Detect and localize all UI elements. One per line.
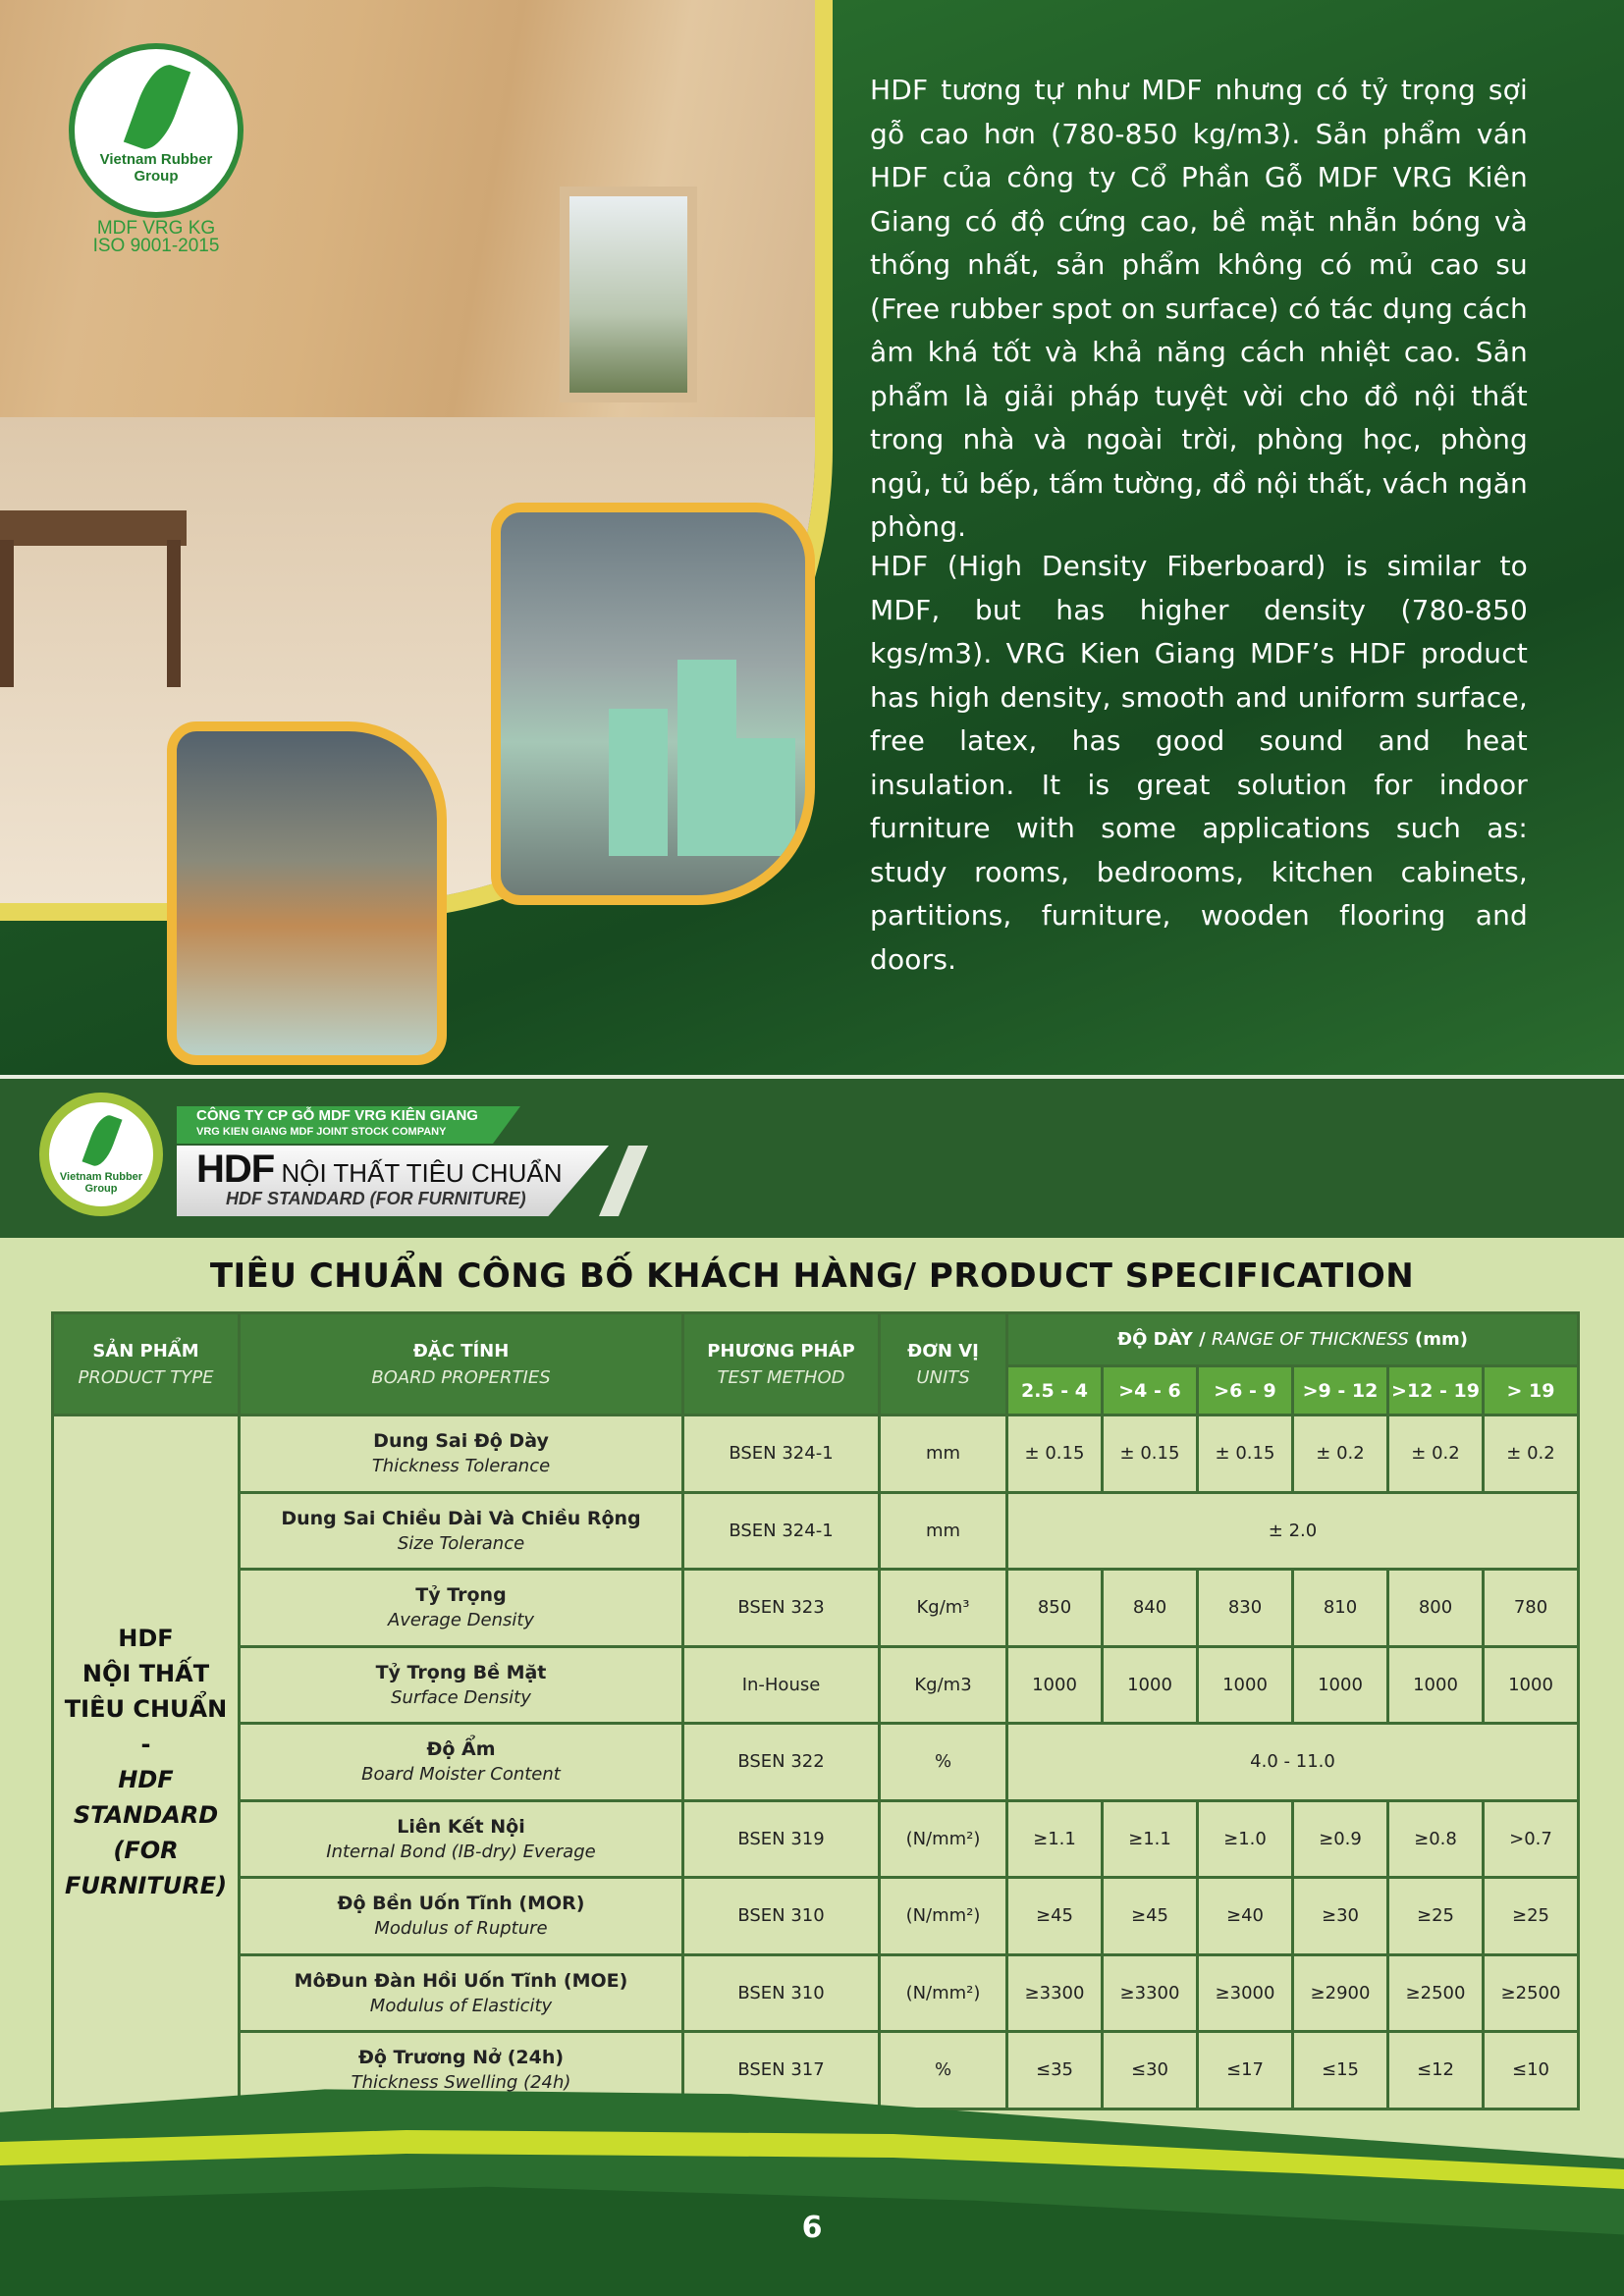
value-cell: ± 0.2 (1484, 1415, 1579, 1493)
test-method-cell: BSEN 324-1 (683, 1415, 880, 1493)
value-cell: 4.0 - 11.0 (1007, 1724, 1579, 1801)
value-cell: ≥30 (1293, 1878, 1388, 1955)
intro-paragraph-en: HDF (High Density Fiberboard) is similar to MDF, but has higher density (780-850 kgs/m3). VRG Kien Giang MDF’s HDF product has high density, smooth and uniform surface, free latex, has good sound and heat insulation. It is great solution for indoor furniture with some applications such as: study rooms, bedrooms, kitchen cabinets, partitions, furniture, wooden flooring and doors. (870, 550, 1528, 976)
value-cell: ≥40 (1198, 1878, 1293, 1955)
value-cell: ≥3300 (1007, 1954, 1103, 2032)
banner-logo-text: Vietnam Rubber Group (59, 1171, 143, 1195)
range-header: >6 - 9 (1198, 1366, 1293, 1415)
property-cell (240, 1492, 683, 1570)
test-method-cell: BSEN 323 (683, 1570, 880, 1647)
factory-photo (167, 721, 447, 1065)
value-cell: ± 0.2 (1293, 1415, 1388, 1493)
value-cell: 1000 (1293, 1646, 1388, 1724)
property-cell (240, 1415, 683, 1493)
logo-caption-line1: MDF VRG KG (96, 218, 216, 239)
property-name-en: Modulus of Rupture (374, 1918, 548, 1940)
value-cell: ± 2.0 (1007, 1492, 1579, 1570)
value-cell: ≥1.1 (1007, 1800, 1103, 1878)
range-header: 2.5 - 4 (1007, 1366, 1103, 1415)
value-cell: ≥45 (1007, 1878, 1103, 1955)
value-cell: ± 0.2 (1388, 1415, 1484, 1493)
unit-cell: mm (880, 1492, 1007, 1570)
test-method-cell: In-House (683, 1646, 880, 1724)
value-cell: ≤12 (1388, 2032, 1484, 2109)
banner-logo (39, 1093, 163, 1216)
unit-cell: Kg/m³ (880, 1570, 1007, 1647)
leaf-icon (124, 59, 190, 155)
property-name-vi: Dung Sai Độ Dày (373, 1430, 549, 1453)
value-cell: ≤17 (1198, 2032, 1293, 2109)
value-cell: ≥2500 (1388, 1954, 1484, 2032)
property-name-vi: MôĐun Đàn Hồi Uốn Tĩnh (MOE) (294, 1969, 628, 1992)
table-row (53, 1415, 1579, 1493)
table-image (0, 510, 187, 546)
company-logo (69, 43, 244, 218)
value-cell: ≥45 (1103, 1878, 1198, 1955)
company-name-en: VRG KIEN GIANG MDF JOINT STOCK COMPANY (196, 1126, 447, 1138)
test-method-cell: BSEN 319 (683, 1800, 880, 1878)
unit-cell: % (880, 2032, 1007, 2109)
property-name-en: Surface Density (391, 1686, 531, 1708)
product-banner (0, 1075, 1624, 1242)
property-cell (240, 1646, 683, 1724)
table-row (53, 1570, 1579, 1647)
value-cell: ≥1.0 (1198, 1800, 1293, 1878)
table-row (53, 1646, 1579, 1724)
property-name-vi: Độ Bền Uốn Tĩnh (MOR) (337, 1893, 585, 1915)
product-type-line: NỘI THẤT (81, 1659, 210, 1687)
value-cell: 810 (1293, 1570, 1388, 1647)
table-row (53, 1954, 1579, 2032)
spec-title: TIÊU CHUẨN CÔNG BỐ KHÁCH HÀNG/ PRODUCT SPECIFICATION (209, 1256, 1415, 1296)
banner-title-hdf: HDF (196, 1148, 275, 1191)
property-cell (240, 1724, 683, 1801)
value-cell: ≥2500 (1484, 1954, 1579, 2032)
product-type-line: - (140, 1730, 151, 1758)
range-header: > 19 (1484, 1366, 1579, 1415)
product-type-line: TIÊU CHUẨN (64, 1694, 228, 1723)
property-name-en: Average Density (387, 1610, 535, 1631)
property-name-vi: Dung Sai Chiều Dài Và Chiều Rộng (281, 1507, 641, 1529)
value-cell: ≥0.9 (1293, 1800, 1388, 1878)
banner-subtitle: HDF STANDARD (FOR FURNITURE) (226, 1189, 526, 1208)
product-type-line: HDF (118, 1765, 174, 1793)
property-cell (240, 1878, 683, 1955)
table-row (53, 1724, 1579, 1801)
banner-title (196, 1148, 562, 1192)
test-method-cell: BSEN 322 (683, 1724, 880, 1801)
warehouse-photo (491, 503, 815, 905)
value-cell: ≤30 (1103, 2032, 1198, 2109)
table-row (53, 1800, 1579, 1878)
value-cell: ≥3300 (1103, 1954, 1198, 2032)
company-name-vi: CÔNG TY CP GỖ MDF VRG KIÊN GIANG (196, 1107, 478, 1124)
product-type-line: (FOR (113, 1836, 179, 1864)
test-method-cell: BSEN 317 (683, 2032, 880, 2109)
value-cell: 830 (1198, 1570, 1293, 1647)
value-cell: ≤15 (1293, 2032, 1388, 2109)
product-type-line: STANDARD (73, 1800, 219, 1829)
logo-caption (69, 220, 244, 255)
test-method-cell: BSEN 324-1 (683, 1492, 880, 1570)
value-cell: ≤10 (1484, 2032, 1579, 2109)
header-thickness: ĐỘ DÀY / RANGE OF THICKNESS (mm) (1007, 1313, 1579, 1366)
table-row (53, 1878, 1579, 1955)
hero-section (0, 0, 1624, 1075)
property-name-vi: Độ Trương Nở (24h) (357, 2047, 565, 2069)
range-header: >4 - 6 (1103, 1366, 1198, 1415)
banner-title-rest: NỘI THẤT TIÊU CHUẨN (274, 1158, 563, 1188)
value-cell: >0.7 (1484, 1800, 1579, 1878)
header-test-method: PHƯƠNG PHÁP TEST METHOD (683, 1313, 880, 1415)
value-cell: 780 (1484, 1570, 1579, 1647)
value-cell: ≥1.1 (1103, 1800, 1198, 1878)
window-image (560, 187, 697, 402)
property-cell (240, 1570, 683, 1647)
unit-cell: (N/mm²) (880, 1878, 1007, 1955)
page-number: 6 (801, 2211, 823, 2245)
unit-cell: Kg/m3 (880, 1646, 1007, 1724)
value-cell: ≥0.8 (1388, 1800, 1484, 1878)
property-name-vi: Độ Ẩm (426, 1738, 496, 1761)
value-cell: ± 0.15 (1007, 1415, 1103, 1493)
value-cell: 1000 (1007, 1646, 1103, 1724)
value-cell: 1000 (1103, 1646, 1198, 1724)
logo-text: Vietnam Rubber Group (99, 151, 213, 185)
property-name-en: Thickness Tolerance (371, 1456, 551, 1477)
property-name-vi: Liên Kết Nội (397, 1815, 525, 1838)
property-name-vi: Tỷ Trọng (415, 1584, 507, 1607)
table-row (53, 1492, 1579, 1570)
product-type-line: HDF (118, 1624, 174, 1652)
product-type-line: FURNITURE) (64, 1871, 228, 1899)
property-cell (240, 1800, 683, 1878)
value-cell: 1000 (1198, 1646, 1293, 1724)
test-method-cell: BSEN 310 (683, 1878, 880, 1955)
value-cell: ≥25 (1484, 1878, 1579, 1955)
unit-cell: (N/mm²) (880, 1954, 1007, 2032)
header-product-type: SẢN PHẨM PRODUCT TYPE (53, 1313, 240, 1415)
value-cell: 1000 (1388, 1646, 1484, 1724)
property-cell (240, 1954, 683, 2032)
value-cell: ≥25 (1388, 1878, 1484, 1955)
logo-caption-line2: ISO 9001-2015 (92, 236, 220, 256)
property-name-en: Thickness Swelling (24h) (351, 2072, 571, 2094)
value-cell: ± 0.15 (1103, 1415, 1198, 1493)
test-method-cell: BSEN 310 (683, 1954, 880, 2032)
value-cell: ≥2900 (1293, 1954, 1388, 2032)
header-board-properties: ĐẶC TÍNH BOARD PROPERTIES (240, 1313, 683, 1415)
header-units: ĐƠN VỊ UNITS (880, 1313, 1007, 1415)
unit-cell: % (880, 1724, 1007, 1801)
intro-paragraph-vi: HDF tương tự như MDF nhưng có tỷ trọng sợi gỗ cao hơn (780-850 kg/m3). Sản phẩm ván HDF của công ty Cổ Phần Gỗ MDF VRG Kiên Giang có độ cứng cao, bề mặt nhẵn bóng và thống nhất, sản phẩm không có mủ cao su (Free rubber spot on surface) có tác dụng cách âm khá tốt và khả năng cách nhiệt cao. Sản phẩm là giải pháp tuyệt vời cho đồ nội thất trong nhà và ngoài trời, phòng học, phòng ngủ, tủ bếp, tấm tường, đồ nội thất, vách ngăn phòng. (870, 74, 1528, 543)
property-name-en: Size Tolerance (397, 1532, 525, 1554)
range-header: >9 - 12 (1293, 1366, 1388, 1415)
value-cell: 840 (1103, 1570, 1198, 1647)
value-cell: ± 0.15 (1198, 1415, 1293, 1493)
unit-cell: mm (880, 1415, 1007, 1493)
leaf-icon (81, 1112, 122, 1170)
value-cell: 850 (1007, 1570, 1103, 1647)
value-cell: ≤35 (1007, 2032, 1103, 2109)
value-cell: 1000 (1484, 1646, 1579, 1724)
spec-table (51, 1311, 1580, 2110)
value-cell: ≥3000 (1198, 1954, 1293, 2032)
property-name-vi: Tỷ Trọng Bề Mặt (375, 1661, 547, 1683)
property-name-en: Board Moister Content (361, 1764, 561, 1786)
value-cell: 800 (1388, 1570, 1484, 1647)
range-header: >12 - 19 (1388, 1366, 1484, 1415)
property-name-en: Internal Bond (IB-dry) Everage (326, 1841, 596, 1862)
property-name-en: Modulus of Elasticity (369, 1995, 553, 2016)
product-type-cell (53, 1415, 240, 2109)
unit-cell: (N/mm²) (880, 1800, 1007, 1878)
